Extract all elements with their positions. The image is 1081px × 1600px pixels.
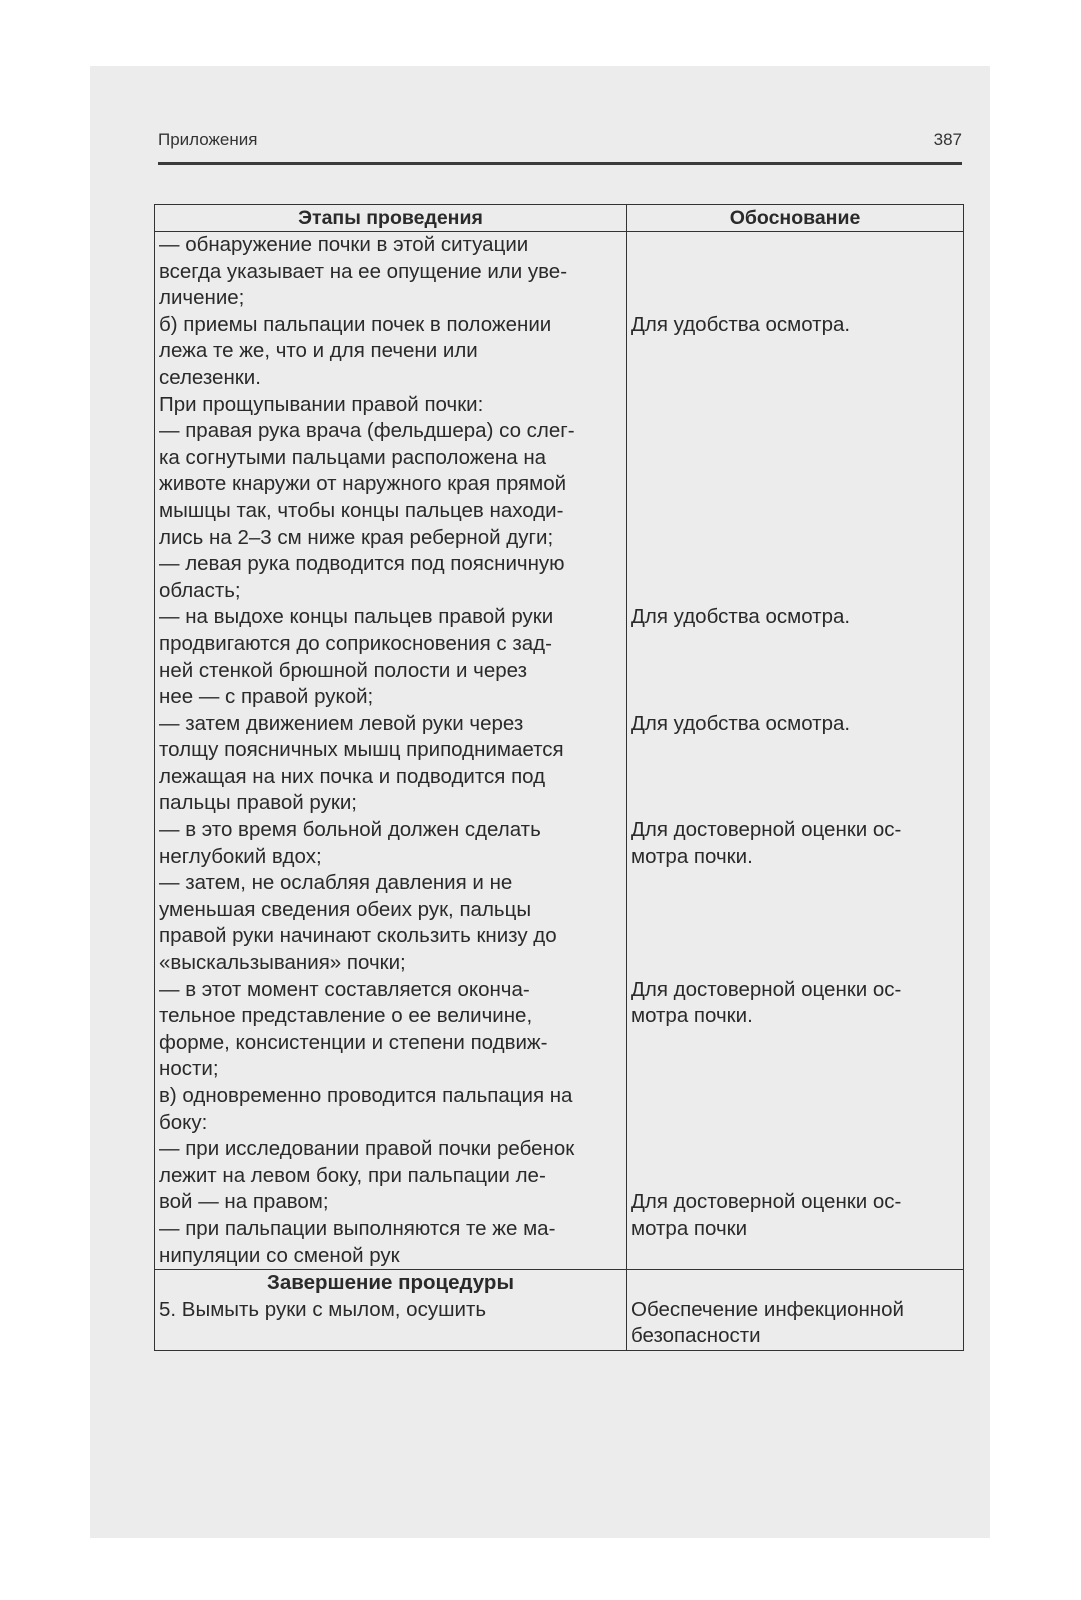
table-line [631, 1083, 959, 1110]
page-header [158, 128, 962, 158]
table-line [631, 897, 959, 924]
table-line: ка согнутыми пальцами расположена на [159, 445, 547, 469]
page-number: 387 [933, 130, 962, 149]
table-line: толщу поясничных мышц приподнимается [159, 738, 564, 762]
table-line: — левая рука подводится под поясничную [159, 552, 565, 576]
table-line [631, 471, 959, 498]
table-line [631, 950, 959, 977]
table-line [631, 525, 959, 552]
table-line: — при пальпации выполняются те же ма- [159, 1216, 556, 1240]
table-line [631, 790, 959, 817]
table-line: область; [159, 578, 241, 602]
table-line: неглубокий вдох; [159, 844, 322, 868]
table-line: Обеспечение инфекционной [631, 1297, 904, 1321]
rationale-cell [627, 232, 963, 1269]
table-line: Для удобства осмотра. [631, 312, 851, 336]
table-line [631, 551, 959, 578]
table-line [631, 1056, 959, 1083]
table-line: уменьшая сведения обеих рук, пальцы [159, 897, 532, 921]
table-line: в) одновременно проводится пальпация на [159, 1084, 573, 1107]
table-line [631, 232, 959, 259]
table-line: правой руки начинают скользить книзу до [159, 924, 557, 948]
table-line [631, 259, 959, 286]
table-line: — при исследовании правой почки ребенок [159, 1137, 575, 1161]
table-line [631, 631, 959, 658]
table-line [631, 658, 959, 685]
table-row-completion [155, 1269, 963, 1350]
table-line [631, 392, 959, 419]
table-line: мотра почки. [631, 844, 753, 868]
table-row [155, 232, 963, 1269]
table-line: — правая рука врача (фельдшера) со слег- [159, 419, 575, 443]
section-title: Завершение процедуры [267, 1271, 514, 1295]
table-line: ней стенкой брюшной полости и через [159, 658, 527, 682]
table-line: — затем, не ослабляя давления и не [159, 871, 513, 895]
table-line: мотра почки [631, 1216, 748, 1240]
table-line [631, 338, 959, 365]
table-line: продвигаются до соприкосновения с зад- [159, 631, 552, 655]
table-line [631, 578, 959, 605]
table-line: Для достоверной оценки ос- [631, 977, 902, 1001]
table-line: мышцы так, чтобы концы пальцев находи- [159, 498, 564, 522]
table-line: — на выдохе концы пальцев правой руки [159, 605, 554, 629]
table-line: тельное представление о ее величине, [159, 1004, 533, 1028]
table-line: б) приемы пальпации почек в положении [159, 312, 552, 336]
table-line [631, 870, 959, 897]
table-line: вой — на правом; [159, 1190, 329, 1214]
table-line: личение; [159, 286, 245, 310]
table-line: Для удобства осмотра. [631, 605, 851, 629]
table-line: 5. Вымыть руки с мылом, осушить [159, 1297, 487, 1321]
completion-left-cell [155, 1270, 627, 1350]
table-line [631, 285, 959, 312]
table-line: животе кнаружи от наружного края прямой [159, 472, 567, 496]
table-line [631, 1243, 959, 1270]
table-line: — обнаружение почки в этой ситуации [159, 233, 529, 256]
procedure-table [154, 204, 964, 1351]
running-head: Приложения [158, 130, 258, 149]
table-line [631, 365, 959, 392]
table-line: «выскальзывания» почки; [159, 951, 406, 975]
table-line: лежит на левом боку, при пальпации ле- [159, 1163, 546, 1187]
table-line: нипуляции со сменой рук [159, 1243, 400, 1267]
table-line [631, 1110, 959, 1137]
table-line: всегда указывает на ее опущение или уве- [159, 259, 568, 283]
table-line: пальцы правой руки; [159, 791, 357, 815]
table-line: Для удобства осмотра. [631, 711, 851, 735]
table-line: Для достоверной оценки ос- [631, 818, 902, 842]
table-line: селезенки. [159, 365, 261, 389]
table-line: форме, консистенции и степени подвиж- [159, 1030, 548, 1054]
table-line [631, 498, 959, 525]
column-header-stages: Этапы проведения [155, 205, 627, 231]
table-line: лежащая на них почка и подводится под [159, 764, 546, 788]
table-line: Для достоверной оценки ос- [631, 1190, 902, 1214]
table-line: — в этот момент составляется оконча- [159, 977, 530, 1001]
table-line: безопасности [631, 1324, 761, 1348]
table-line [631, 445, 959, 472]
table-line: нее — с правой рукой; [159, 685, 374, 709]
table-line: мотра почки. [631, 1004, 753, 1028]
table-line [631, 1030, 959, 1057]
table-line [631, 418, 959, 445]
header-rule [158, 162, 962, 165]
table-line [631, 764, 959, 791]
completion-right-cell [627, 1270, 963, 1350]
table-line [631, 1136, 959, 1163]
table-line: лежа те же, что и для печени или [159, 339, 478, 363]
table-header-row [155, 205, 963, 232]
table-line [631, 684, 959, 711]
table-line: боку: [159, 1110, 208, 1134]
table-body [155, 232, 963, 1269]
table-line [631, 737, 959, 764]
table-line: — в это время больной должен сделать [159, 818, 541, 842]
stages-cell [155, 232, 627, 1269]
table-line: — затем движением левой руки через [159, 711, 524, 735]
table-line [631, 1163, 959, 1190]
table-line [631, 1270, 959, 1297]
table-line: При прощупывании правой почки: [159, 392, 484, 416]
table-line: ности; [159, 1057, 219, 1081]
table-line [631, 923, 959, 950]
column-header-rationale: Обоснование [729, 207, 861, 229]
table-line: лись на 2–3 см ниже края реберной дуги; [159, 525, 554, 549]
